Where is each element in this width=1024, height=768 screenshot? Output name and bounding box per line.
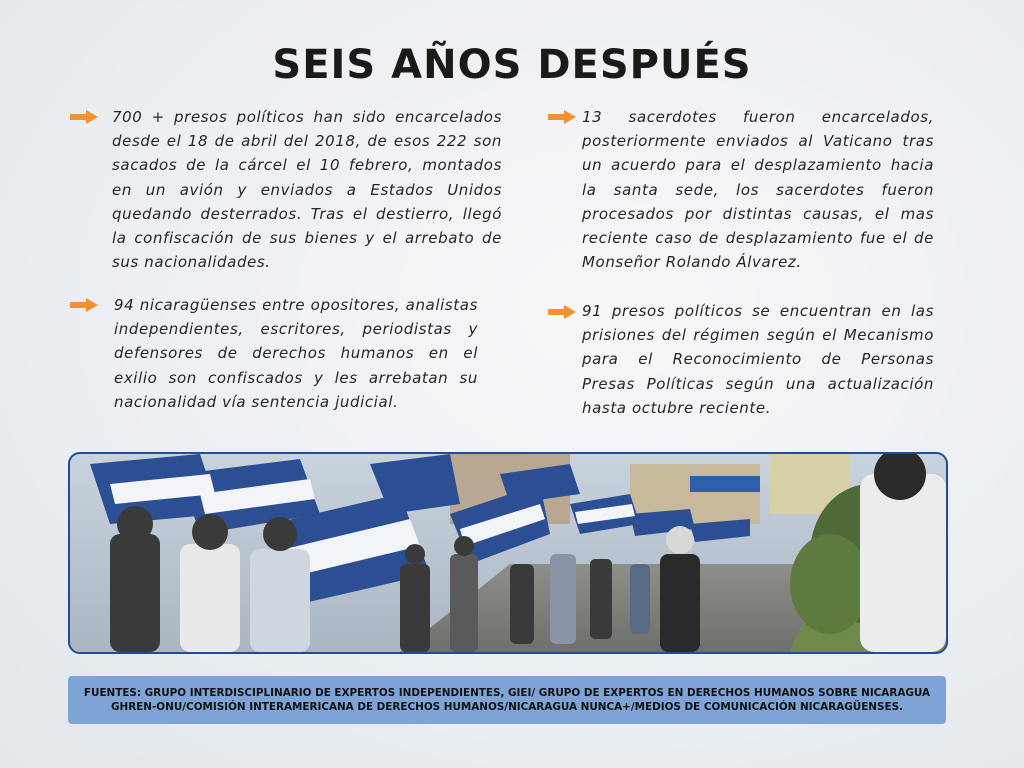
fact-confiscated-nationals: 94 nicaragüenses entre opositores, analistas independientes, escritores, periodistas y defensores de derechos humanos en el exilio son confiscados y les arrebatan su nacionalidad vía sentencia judicial. [114,296,478,411]
sources-line-1: FUENTES: GRUPO INTERDISCIPLINARIO DE EXPERTOS INDEPENDIENTES, GIEI/ GRUPO DE EXPERTOS EN DERECHOS HUMANOS SOBRE NICARAGUA [83,687,931,699]
protest-photo [68,452,948,654]
arrow-right-icon [548,305,576,319]
sources-line-2: GHREN-ONU/COMISIÓN INTERAMERICANA DE DERECHOS HUMANOS/NICARAGUA NUNCA+/MEDIOS DE COMUNICACIÓN NICARAGÜENSES. [110,701,904,713]
arrow-right-icon [70,110,98,124]
fact-priests: 13 sacerdotes fueron encarcelados, posteriormente enviados al Vaticano tras un acuerdo para el desplazamiento hacia la santa sede, los sacerdotes fueron procesados por distintas causas, el mas reciente caso de desplazamiento fue el de Monseñor Rolando Álvarez. [582,108,934,272]
fact-current-prisoners: 91 presos políticos se encuentran en las prisiones del régimen según el Mecanismo para el Reconocimiento de Personas Presas Políticas según una actualización hasta octubre reciente. [582,302,934,417]
sources-footer [68,676,946,724]
arrow-right-icon [548,110,576,124]
page-title: SEIS AÑOS DESPUÉS [272,42,752,88]
protest-scene-illustration [70,454,946,652]
fact-political-prisoners: 700 + presos políticos han sido encarcelados desde el 18 de abril del 2018, de esos 222 son sacados de la cárcel el 10 febrero, montados en un avión y enviados a Estados Unidos quedando desterrados. Tras el destierro, llegó la confiscación de sus bienes y el arrebato de sus nacionalidades. [112,108,502,272]
arrow-right-icon [70,298,98,312]
